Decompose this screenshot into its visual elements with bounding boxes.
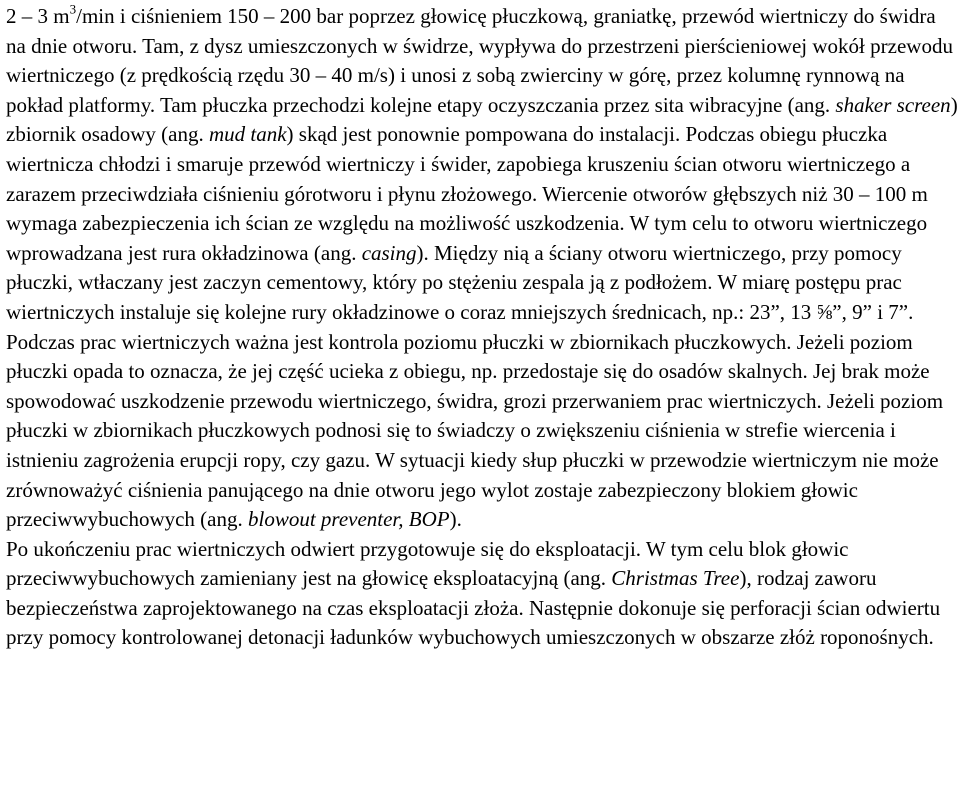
text-segment: ). — [449, 507, 462, 532]
italic-term: casing — [361, 240, 417, 265]
text-segment: /min i ciśnieniem 150 – 200 bar poprzez głowicę płuczkową, graniatkę, przewód wiertniczy do świdra na dnie otworu. Tam, z dysz umieszczonych w świdrze, wypływa do przestrzeni pierścieniowej wokół przewodu wiertniczego (z prędkością rzędu 30 – 40 m/s) i unosi z sobą zwierciny w górę, przez kolumnę rynnową na pokład platformy. Tam płuczka przechodzi kolejne etapy oczyszczania przez sita wibracyjne (ang. — [6, 4, 953, 117]
text-segment: 2 – 3 m — [6, 4, 70, 28]
paragraph-well-completion — [6, 535, 958, 653]
italic-term: blowout preventer, BOP — [248, 507, 450, 532]
text-segment: Podczas prac wiertniczych ważna jest kontrola poziomu płuczki w zbiornikach płuczkowych. Jeżeli poziom płuczki opada to oznacza, że jej część ucieka z obiegu, np. przedostaje się do osadów skalnych. Jej brak może spowodować uszkodzenie przewodu wiertniczego, świdra, grozi przerwaniem prac wiertniczych. Jeżeli poziom płuczki w zbiornikach płuczkowych podnosi się to świadczy o zwiększeniu ciśnienia w strefie wiercenia i istnieniu zagrożenia erupcji ropy, czy gazu. W sytuacji kiedy słup płuczki w przewodzie wiertniczym nie może zrównoważyć ciśnienia panującego na dnie otworu jego wylot zostaje zabezpieczony blokiem głowic przeciwwybuchowych (ang. — [6, 329, 944, 532]
italic-term: shaker screen — [835, 92, 951, 117]
text-segment: ) skąd jest ponownie pompowana do instalacji. Podczas obiegu płuczka wiertnicza chłodzi i smaruje przewód wiertniczy i świder, zapobiega kruszeniu ścian otworu wiertniczego a zarazem przeciwdziała ciśnieniu górotworu i płynu złożowego. Wiercenie otworów głębszych niż 30 – 100 m wymaga zabezpieczenia ich ścian ze względu na możliwość uszkodzenia. W tym celu to otworu wiertniczego wprowadzana jest rura okładzinowa (ang. — [6, 122, 928, 265]
paragraph-drilling-mud-circulation — [6, 2, 958, 328]
superscript-text: 3 — [69, 1, 77, 17]
paragraph-mud-level-control — [6, 328, 958, 535]
italic-term: Christmas Tree — [611, 566, 740, 591]
text-segment: Po ukończeniu prac wiertniczych odwiert przygotowuje się do eksploatacji. W tym celu blok głowic przeciwwybuchowych zamieniany jest na głowicę eksploatacyjną (ang. — [6, 536, 849, 591]
text-segment: ). Między nią a ściany otworu wiertniczego, przy pomocy płuczki, wtłaczany jest zaczyn cementowy, który po stężeniu zespala ją z podłożem. W miarę postępu prac wiertniczych instaluje się kolejne rury okładzinowe o coraz mniejszych średnicach, np.: 23”, 13 ⅝”, 9” i 7”. — [6, 240, 914, 324]
text-segment: ) zbiornik osadowy (ang. — [6, 92, 958, 147]
text-segment: ), rodzaj zaworu bezpieczeństwa zaprojektowanego na czas eksploatacji złoża. Następnie dokonuje się perforacji ścian odwiertu przy pomocy kontrolowanej detonacji ładunków wybuchowych umieszczonych w obszarze złóż roponośnych. — [6, 566, 941, 650]
italic-term: mud tank — [208, 122, 287, 147]
